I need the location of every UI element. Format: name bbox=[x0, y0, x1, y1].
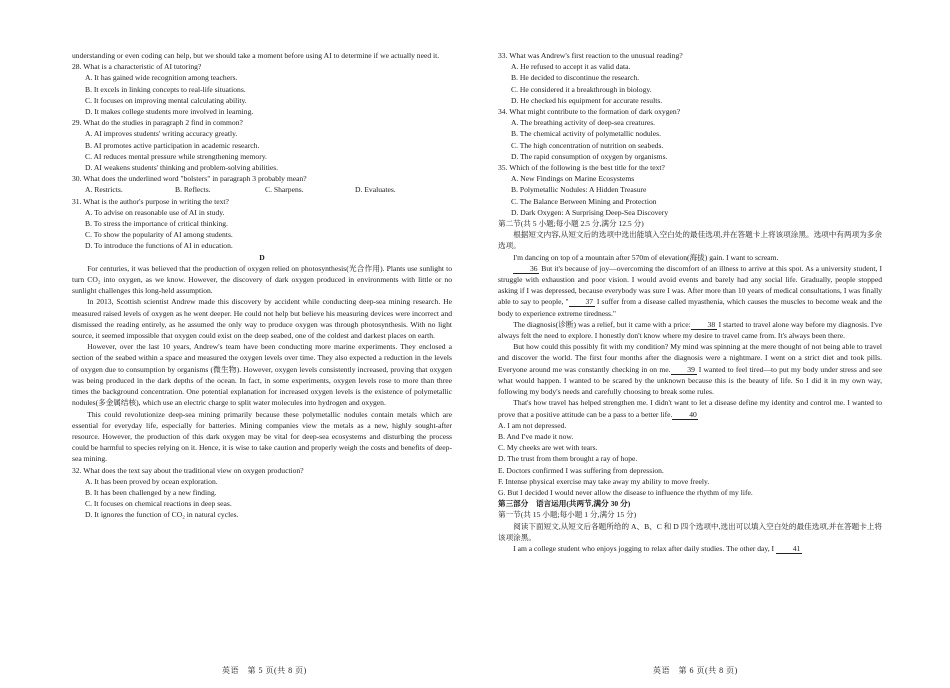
choice-c: C. My cheeks are wet with tears. bbox=[498, 443, 598, 453]
choice-e: E. Doctors confirmed I was suffering from depression. bbox=[498, 465, 664, 475]
story-paragraph-3-text: The diagnosis(诊断) was a relief, but it came with a price: bbox=[513, 319, 691, 329]
blank-39: 39 bbox=[671, 365, 697, 375]
q28-option-c: C. It focuses on improving mental calculating ability. bbox=[85, 95, 247, 105]
story-paragraph-1: I'm dancing on top of a mountain after 570m of elevation(海拔) gain. I want to scream. bbox=[513, 252, 779, 262]
intro-paragraph: understanding or even coding can help, but we should take a moment before using AI to determine if we actually need it. bbox=[72, 51, 440, 60]
choice-a: A. I am not depressed. bbox=[498, 420, 567, 430]
q30-option-a: A. Restricts. bbox=[85, 185, 123, 195]
q30-option-d: D. Evaluates. bbox=[355, 185, 396, 195]
right-column bbox=[498, 50, 882, 554]
q34-option-c: C. The high concentration of nutrition on seabeds. bbox=[511, 140, 664, 150]
blank-36: 36 bbox=[513, 264, 539, 274]
story-paragraph-2 bbox=[498, 263, 882, 319]
story-paragraph-5 bbox=[498, 397, 882, 419]
q29-option-b: B. AI promotes active participation in academic research. bbox=[85, 140, 260, 150]
left-column bbox=[72, 50, 452, 521]
choice-d: D. The trust from them brought a ray of hope. bbox=[498, 454, 638, 464]
passage-d-paragraph-2: In 2013, Scottish scientist Andrew made this discovery by accident while conducting deep-sea mining research. He measured raised levels of oxygen as he went deeper. He could not help but believe his measuring devices were incorrect and dismissed the reading entirely, as he assumed the only way to produce oxygen was through photosynthesis. With no light source, it seemed impossible that oxygen could exist on the deep seabed, one of the coldest and darkest places on earth. bbox=[72, 297, 452, 341]
cloze-paragraph-1 bbox=[498, 543, 882, 554]
q35-option-b: B. Polymetallic Nodules: A Hidden Treasure bbox=[511, 185, 647, 195]
story-paragraph-4-text: But how could this possibly fit with my condition? My mind was spinning at the mere thought of not being able to travel and discover the world. The first four months after the diagnosis were a nightmare. I went on a strict diet and took pills. Everyone around me was constantly checking in on me. bbox=[498, 342, 882, 374]
q30-option-b: B. Reflects. bbox=[175, 185, 211, 195]
cloze-paragraph-1-text: I am a college student who enjoys jogging to relax after daily studies. The other day, I bbox=[513, 543, 775, 553]
q30-option-c: C. Sharpens. bbox=[265, 185, 304, 195]
question-29: 29. What do the studies in paragraph 2 find in common? bbox=[72, 118, 243, 128]
q34-option-b: B. The chemical activity of polymetallic nodules. bbox=[511, 129, 662, 139]
question-34: 34. What might contribute to the formation of dark oxygen? bbox=[498, 107, 681, 117]
question-30: 30. What does the underlined word "bolsters" in paragraph 3 probably mean? bbox=[72, 174, 307, 184]
question-35: 35. Which of the following is the best title for the text? bbox=[498, 163, 665, 173]
q30-options bbox=[72, 184, 452, 195]
passage-d-paragraph-1: For centuries, it was believed that the production of oxygen relied on photosynthesis(光合作用). Plants use sunlight to turn CO₂ into oxygen, as we know. However, the discovery of dark oxygen produced in environments with little or no sunlight challenges this long-held assumption. bbox=[72, 263, 452, 296]
q29-option-a: A. AI improves students' writing accuracy greatly. bbox=[85, 129, 238, 139]
story-paragraph-3 bbox=[498, 319, 882, 341]
choice-b: B. And I've made it now. bbox=[498, 431, 574, 441]
story-paragraph-3-text-b: I started to travel alone way before my diagnosis. I've always felt the need to explore. I honestly don't know where my desire to travel came from. It's always been there. bbox=[498, 319, 882, 341]
choice-f: F. Intense physical exercise may take away my ability to move freely. bbox=[498, 476, 710, 486]
question-31: 31. What is the author's purpose in writing the text? bbox=[72, 196, 229, 206]
part-3-title: 第三部分 语言运用(共两节,满分 30 分) bbox=[498, 499, 631, 509]
q32-option-a: A. It has been proved by ocean exploration. bbox=[85, 476, 218, 486]
page-footer-left: 英语 第 5 页(共 8 页) bbox=[222, 666, 307, 675]
q31-option-b: B. To stress the importance of critical thinking. bbox=[85, 219, 228, 229]
q35-option-a: A. New Findings on Marine Ecosystems bbox=[511, 174, 635, 184]
blank-41: 41 bbox=[776, 544, 802, 554]
blank-38: 38 bbox=[691, 320, 717, 330]
choice-g: G. But I decided I would never allow the disease to influence the rhythm of my life. bbox=[498, 487, 753, 497]
q33-option-d: D. He checked his equipment for accurate results. bbox=[511, 95, 663, 105]
q32-option-d: D. It ignores the function of CO₂ in natural cycles. bbox=[85, 510, 239, 520]
q32-option-b: B. It has been challenged by a new finding. bbox=[85, 487, 217, 497]
question-33: 33. What was Andrew's first reaction to the unusual reading? bbox=[498, 51, 683, 60]
q31-option-c: C. To show the popularity of AI among students. bbox=[85, 230, 233, 240]
story-paragraph-4 bbox=[498, 341, 882, 397]
q32-option-c: C. It focuses on chemical reactions in deep seas. bbox=[85, 499, 232, 509]
story-paragraph-2-text-b: I suffer from a disease called myasthenia, which causes the muscles to become weak and the body to experience extreme tiredness." bbox=[498, 297, 882, 318]
q35-option-d: D. Dark Oxygen: A Surprising Deep-Sea Discovery bbox=[511, 207, 669, 217]
question-28: 28. What is a characteristic of AI tutoring? bbox=[72, 62, 202, 72]
page-footer-right: 英语 第 6 页(共 8 页) bbox=[653, 666, 738, 675]
q34-option-a: A. The breathing activity of deep-sea creatures. bbox=[511, 118, 656, 128]
passage-d-paragraph-3: However, over the last 10 years, Andrew's team have been conducting more marine experiments. They enclosed a section of the seabed within a space and measured the oxygen levels over time. They also expected a reduction in the levels of oxygen due to consumption by organisms (微生物). However, oxygen levels consistently increased, proving that oxygen was being produced in the dark depths of the ocean. In fact, in some experiments, oxygen levels rose to more than three times the background concentration. One potential explanation for increased oxygen levels is the existence of polymetallic nodules(多金属结核), which use an electric charge to split water molecules into hydrogen and oxygen. bbox=[72, 342, 452, 408]
story-paragraph-4-text-b: I wanted to feel tired—to put my body under stress and see what would happen. I wanted to be scared by the unknown because this is the beauty of life. So I did it in my own way, following my body's needs and carefully choosing to break some rules. bbox=[498, 364, 882, 397]
q33-option-c: C. He considered it a breakthrough in biology. bbox=[511, 84, 652, 94]
section-2-instructions: 根据短文内容,从短文后的选项中选出能填入空白处的最佳选项,并在答题卡上将该项涂黑。选项中有两项为多余选项。 bbox=[498, 230, 882, 251]
story-paragraph-2-text: But it's because of joy—overcoming the discomfort of an illness to arrive at this spot. As a university student, I struggle with exhaustion and poor vision. I would avoid events and barely had any social life. Gradually, people stopped asking if I was depressed, because everybody was sure I was. After more than 10 years of medical consultations, I was finally able to say to people, " bbox=[498, 263, 882, 307]
q35-option-c: C. The Balance Between Mining and Protection bbox=[511, 196, 657, 206]
q33-option-b: B. He decided to discontinue the research. bbox=[511, 73, 640, 83]
q31-option-a: A. To advise on reasonable use of AI in study. bbox=[85, 207, 225, 217]
q29-option-c: C. AI reduces mental pressure while strengthening memory. bbox=[85, 151, 267, 161]
passage-d-paragraph-4: This could revolutionize deep-sea mining primarily because these polymetallic nodules contain metals which are essential for everyday life, especially for batteries. Mining companies view the metals as a new, highly sought-after resource. However, the production of this dark oxygen may be vital for deep-sea ecosystems and disturbing the process could be harmful to species relying on it. Hence, it is wise to take caution and properly weigh the costs and benefits of deep-sea mining. bbox=[72, 409, 452, 464]
q33-option-a: A. He refused to accept it as valid data. bbox=[511, 62, 631, 72]
blank-37: 37 bbox=[569, 297, 595, 307]
q34-option-d: D. The rapid consumption of oxygen by organisms. bbox=[511, 151, 668, 161]
story-paragraph-5-text: That's how travel has helped strengthen me. I didn't want to let a disease define my identity and control me. I wanted to prove that a positive attitude can be a pass to a better life. bbox=[498, 398, 882, 419]
section-d-heading: D bbox=[259, 252, 265, 262]
q28-option-d: D. It makes college students more involved in learning. bbox=[85, 107, 254, 117]
part-3-section-1-title: 第一节(共 15 小题;每小题 1 分,满分 15 分) bbox=[498, 510, 637, 520]
q28-option-b: B. It excels in linking concepts to real-life situations. bbox=[85, 84, 246, 94]
blank-40: 40 bbox=[672, 410, 698, 420]
section-2-title: 第二节(共 5 小题;每小题 2.5 分,满分 12.5 分) bbox=[498, 219, 644, 229]
q28-option-a: A. It has gained wide recognition among teachers. bbox=[85, 73, 238, 83]
q31-option-d: D. To introduce the functions of AI in education. bbox=[85, 241, 233, 251]
part-3-instructions: 阅读下面短文,从短文后各题所给的 A、B、C 和 D 四个选项中,选出可以填入空白处的最佳选项,并在答题卡上将该项涂黑。 bbox=[498, 521, 882, 542]
question-32: 32. What does the text say about the traditional view on oxygen production? bbox=[72, 465, 304, 475]
q29-option-d: D. AI weakens students' thinking and problem-solving abilities. bbox=[85, 163, 279, 173]
